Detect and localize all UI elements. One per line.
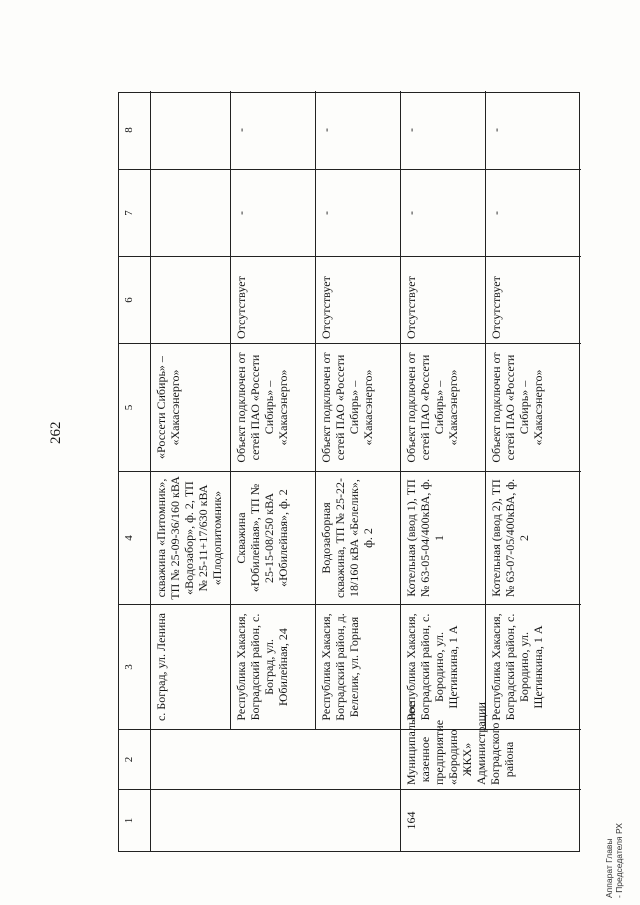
table-cell-col6: Отсутствует (231, 256, 316, 343)
table-cell-object: скважина «Питомник», ТП № 25-09-36/160 кВА «Водозабор», ф. 2, ТП № 25-11+17/630 кВА «Плодопитомник» (151, 471, 231, 604)
table-cell-object: Котельная (ввод 2), ТП № 63-07-05/400кВА, ф. 2 (486, 471, 581, 604)
table-cell-col7: - (401, 169, 486, 256)
table-cell-connection: Объект подключен от сетей ПАО «Россети Сибирь» – «Хакасэнерго» (486, 343, 581, 471)
table-cell-col7: - (316, 169, 401, 256)
table-cell-number: 164 (401, 789, 486, 851)
header-col-1: 1 (119, 789, 151, 851)
table-cell-organization (316, 729, 401, 789)
table-cell-connection: Объект подключен от сетей ПАО «Россети Сибирь» – «Хакасэнерго» (231, 343, 316, 471)
table-cell-col6: Отсутствует (316, 256, 401, 343)
table-cell-address: Республика Хакасия, Боградский район, д. Белелик, ул. Горная (316, 604, 401, 729)
table-cell-organization: Муниципальное казенное предприятие «Бородино ЖКХ» Администрации Боградского района (401, 729, 486, 789)
table-cell-number (151, 789, 231, 851)
table-cell-col8: - (316, 91, 401, 169)
header-col-8: 8 (119, 91, 151, 169)
table-cell-object: Котельная (ввод 1), ТП № 63-05-04/400кВА, ф. 1 (401, 471, 486, 604)
table-cell-col7: - (231, 169, 316, 256)
header-col-2: 2 (119, 729, 151, 789)
table-cell-organization (231, 729, 316, 789)
footer-line-2: - Председателя РХ (614, 823, 624, 898)
table-cell-number (231, 789, 316, 851)
header-col-4: 4 (119, 471, 151, 604)
table-cell-number (486, 789, 581, 851)
table-cell-col8: - (401, 91, 486, 169)
header-col-3: 3 (119, 604, 151, 729)
header-col-6: 6 (119, 256, 151, 343)
table-cell-organization (151, 729, 231, 789)
table-cell-object: Скважина «Юбилейная», ТП № 25-15-08/250 кВА «Юбилейная», ф. 2 (231, 471, 316, 604)
table-cell-col8 (151, 91, 231, 169)
table-cell-connection: Объект подключен от сетей ПАО «Россети Сибирь» – «Хакасэнерго» (316, 343, 401, 471)
table-cell-object: Водозаборная скважина, ТП № 25-22-18/160 кВА «Белелик», ф. 2 (316, 471, 401, 604)
table-cell-address: Республика Хакасия, Боградский район, с. Бородино, ул. Щетинкина, 1 А (486, 604, 581, 729)
table-cell-col6: Отсутствует (401, 256, 486, 343)
table-cell-connection: «Россети Сибирь» – «Хакасэнерго» (151, 343, 231, 471)
table-cell-col6: Отсутствует (486, 256, 581, 343)
table-cell-number (316, 789, 401, 851)
footer-line-1: Аппарат Главы (604, 838, 614, 898)
table-cell-col7 (151, 169, 231, 256)
table-cell-address: Республика Хакасия, Боградский район, с. Бородино, ул. Щетинкина, 1 А (401, 604, 486, 729)
table-cell-col8: - (489, 128, 503, 132)
table-cell-address: Республика Хакасия, Боградский район, с. Боград, ул. Юбилейная, 24 (231, 604, 316, 729)
footer-stamp (604, 823, 624, 898)
table-cell-col8: - (231, 91, 316, 169)
header-col-7: 7 (119, 169, 151, 256)
page-number: 262 (48, 421, 64, 444)
table-cell-connection: Объект подключен от сетей ПАО «Россети Сибирь» – «Хакасэнерго» (401, 343, 486, 471)
table-cell-address: с. Боград, ул. Ленина (151, 604, 231, 729)
table-cell-col6 (151, 256, 231, 343)
header-col-5: 5 (119, 343, 151, 471)
table-cell-col7: - (486, 169, 581, 256)
utilities-table (118, 92, 580, 852)
table-cell-organization (486, 729, 581, 789)
